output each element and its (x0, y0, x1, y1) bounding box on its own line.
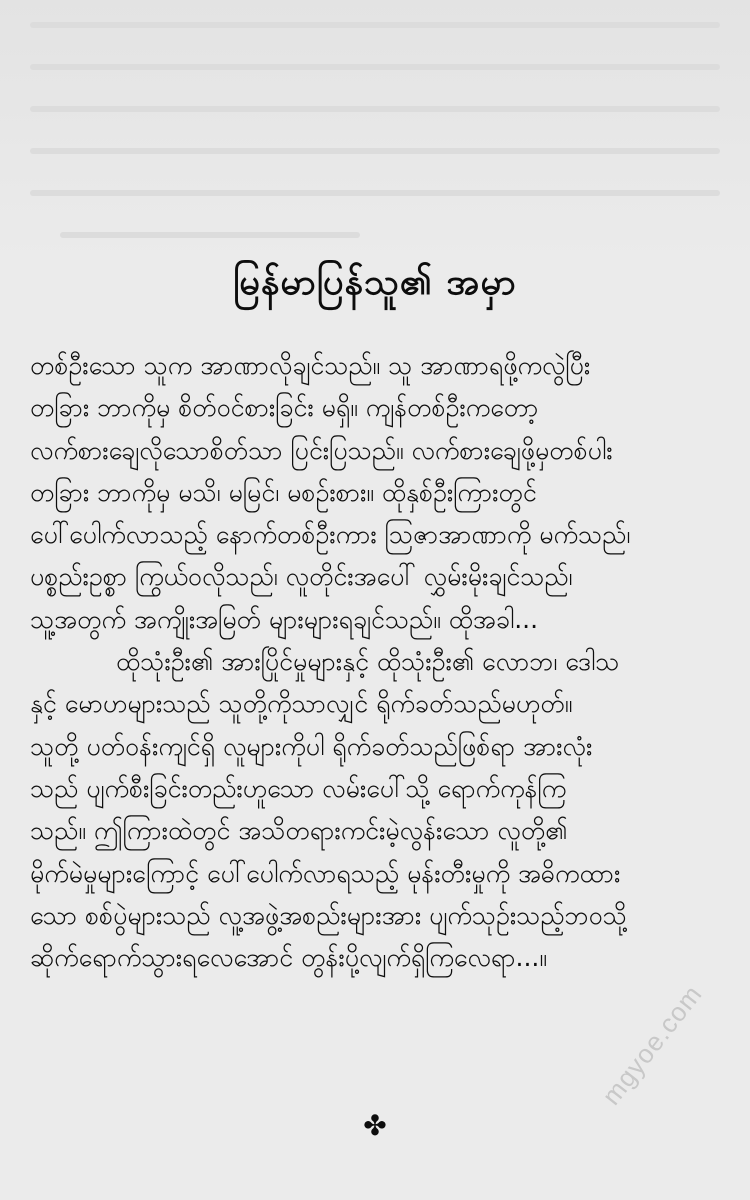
text-line: ပေါ်ပေါက်လာသည့် နောက်တစ်ဦးကား သြဇာအာဏာကို မက်သည်၊ (30, 520, 631, 550)
page-title: မြန်မာပြန်သူ၏ အမှာ (233, 262, 517, 303)
ornament-icon: ✤ (363, 1109, 387, 1142)
text-line: တခြား ဘာကိုမှ မသိ၊ မမြင်၊ မစဉ်းစား။ ထိုနှစ်ဦးကြားတွင် (30, 477, 537, 507)
text-line: ထိုသုံးဦး၏ အားပြိုင်မှုများနှင့် ထိုသုံးဦး၏ လောဘ၊ ဒေါသ (116, 647, 620, 677)
previous-page-bleed-through (0, 0, 750, 260)
body-text (30, 345, 722, 979)
text-line: သူတို့ ပတ်ဝန်းကျင်ရှိ လူများကိုပါ ရိုက်ခတ်သည်ဖြစ်ရာ အားလုံး (30, 731, 593, 761)
text-line: သည်။ ဤကြားထဲတွင် အသိတရားကင်းမဲ့လွန်းသော လူတို့၏ (30, 816, 568, 846)
text-line: သော စစ်ပွဲများသည် လူ့အဖွဲ့အစည်းများအား ပျက်သုဉ်းသည့်ဘဝသို့ (30, 900, 627, 930)
text-line: နှင့် မောဟများသည် သူတို့ကိုသာလျှင် ရိုက်ခတ်သည်မဟုတ်။ (30, 689, 573, 719)
text-line: သူ့အတွက် အကျိုးအမြတ် များများရချင်သည်။ ထိုအခါ... (30, 604, 539, 634)
watermark: mgyoe.com (596, 979, 708, 1111)
text-line: မိုက်မဲမှုများကြောင့် ပေါ်ပေါက်လာရသည့် မုန်းတီးမှုကို အဓိကထား (30, 858, 621, 888)
text-line: ဆိုက်ရောက်သွားရလေအောင် တွန်းပို့လျက်ရှိကြလေရာ...။ (30, 943, 547, 973)
text-line: ပစ္စည်းဥစ္စာ ကြွယ်ဝလိုသည်၊ လူတိုင်းအပေါ် လွှမ်းမိုးချင်သည်၊ (30, 562, 573, 592)
text-line: သည် ပျက်စီးခြင်းတည်းဟူသော လမ်းပေါ်သို့ ရောက်ကုန်ကြ (30, 773, 567, 803)
text-line: တခြား ဘာကိုမှ စိတ်ဝင်စားခြင်း မရှိ။ ကျန်တစ်ဦးကတော့ (30, 393, 539, 423)
text-line: လက်စားချေလိုသောစိတ်သာ ပြင်းပြသည်။ လက်စားချေဖို့မှတစ်ပါး (30, 435, 613, 465)
text-line: တစ်ဦးသော သူက အာဏာလိုချင်သည်။ သူ အာဏာရဖို့ကလွဲပြီး (30, 351, 591, 380)
